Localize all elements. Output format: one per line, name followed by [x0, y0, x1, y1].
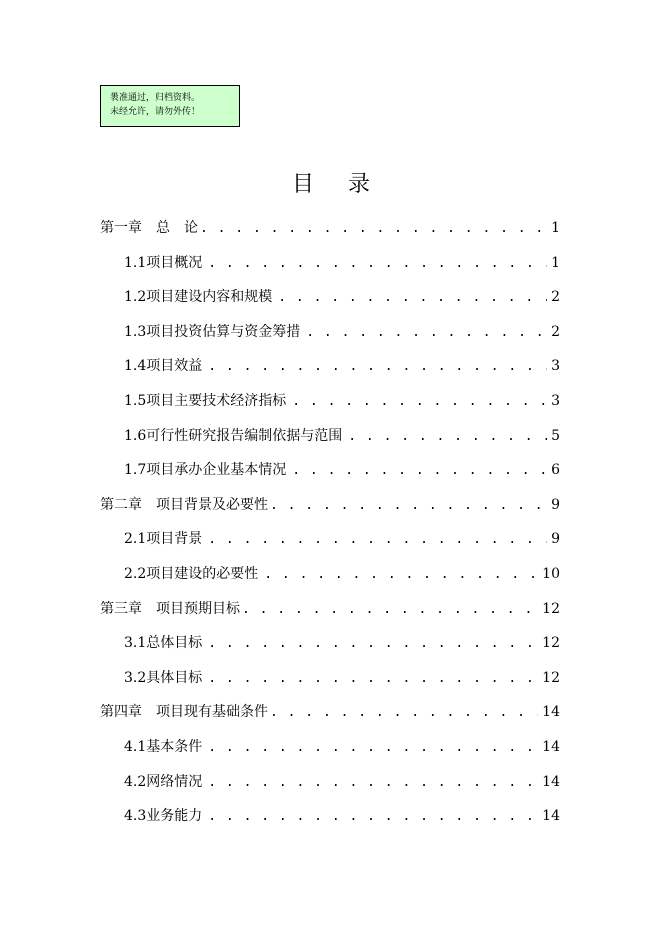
toc-page-number: 12: [542, 669, 560, 686]
toc-section-entry[interactable]: [124, 253, 560, 274]
toc-dot-leader: [208, 357, 547, 377]
toc-page-number: 3: [551, 358, 560, 375]
page-title: 目录: [291, 172, 404, 197]
toc-page-number: 1: [551, 254, 560, 271]
toc-dot-leader: [306, 323, 547, 343]
toc-page-number: 14: [542, 773, 560, 790]
toc-entry-label: 第一章 总 论: [100, 220, 198, 236]
toc-entry-label: 1.6可行性研究报告编制依据与范围: [124, 427, 343, 444]
approval-stamp: [100, 85, 240, 127]
toc-entry-label: 1.4项目效益: [124, 358, 203, 375]
toc-section-entry[interactable]: [124, 529, 560, 550]
toc-dot-leader: [200, 219, 547, 239]
toc-section-entry[interactable]: [124, 322, 560, 343]
toc-entry-label: 2.2项目建设的必要性: [124, 566, 259, 582]
toc-dot-leader: [208, 773, 538, 793]
toc-entry-label: 1.1项目概况: [124, 254, 203, 271]
toc-page-number: 2: [551, 323, 560, 340]
toc-dot-leader: [264, 565, 538, 585]
toc-page-number: 12: [542, 600, 560, 617]
toc-section-entry[interactable]: [124, 287, 560, 308]
toc-page-number: 14: [542, 739, 560, 755]
toc-dot-leader: [208, 530, 547, 550]
toc-chapter-entry[interactable]: [100, 599, 560, 620]
toc-dot-leader: [278, 288, 547, 308]
toc-entry-label: 4.1基本条件: [124, 739, 203, 755]
toc-page-number: 3: [551, 393, 560, 409]
stamp-line-1: 褁准通过，归档资料。: [110, 93, 201, 103]
toc-dot-leader: [292, 392, 547, 412]
toc-page-number: 2: [551, 289, 560, 306]
toc-chapter-entry[interactable]: [100, 702, 560, 723]
toc-section-entry[interactable]: [124, 668, 560, 689]
toc-dot-leader: [208, 669, 538, 689]
toc-chapter-entry[interactable]: [100, 495, 560, 516]
toc-page-number: 1: [551, 220, 560, 236]
toc-entry-label: 第二章 项目背景及必要性: [100, 496, 268, 513]
toc-chapter-entry[interactable]: [100, 218, 560, 239]
toc-dot-leader: [348, 427, 547, 447]
toc-section-entry[interactable]: [124, 460, 560, 481]
toc-entry-label: 2.1项目背景: [124, 531, 203, 548]
toc-section-entry[interactable]: [124, 356, 560, 377]
toc-page-number: 9: [551, 531, 560, 548]
toc-entry-label: 第三章 项目预期目标: [100, 600, 240, 617]
toc-section-entry[interactable]: [124, 737, 560, 758]
toc-section-entry[interactable]: [124, 633, 560, 654]
toc-dot-leader: [270, 496, 547, 516]
toc-dot-leader: [208, 807, 538, 827]
toc-section-entry[interactable]: [124, 772, 560, 793]
toc-section-entry[interactable]: [124, 426, 560, 447]
toc-page-number: 14: [542, 808, 560, 825]
stamp-line-2: 未经允许，请勿外传！: [110, 107, 201, 117]
toc-page-number: 5: [551, 427, 560, 444]
toc-page-number: 6: [551, 462, 560, 479]
toc-entry-label: 1.2项目建设内容和规模: [124, 289, 273, 306]
toc-dot-leader: [208, 254, 547, 274]
toc-dot-leader: [292, 461, 547, 481]
toc-section-entry[interactable]: [124, 564, 560, 585]
toc-entry-label: 1.7项目承办企业基本情况: [124, 462, 287, 479]
toc-dot-leader: [242, 600, 538, 620]
toc-entry-label: 3.2具体目标: [124, 669, 203, 686]
toc-page-number: 14: [542, 704, 560, 721]
toc-section-entry[interactable]: [124, 391, 560, 412]
toc-dot-leader: [270, 703, 538, 723]
toc-page-number: 10: [542, 566, 560, 582]
toc-entry-label: 4.3业务能力: [124, 808, 203, 825]
toc-dot-leader: [208, 634, 538, 654]
toc-page-number: 9: [551, 496, 560, 513]
toc-page-number: 12: [542, 635, 560, 652]
toc-entry-label: 1.3项目投资估算与资金筹措: [124, 323, 301, 340]
toc-entry-label: 4.2网络情况: [124, 773, 203, 790]
toc-entry-label: 3.1总体目标: [124, 635, 203, 652]
toc-dot-leader: [208, 738, 538, 758]
toc-section-entry[interactable]: [124, 806, 560, 827]
toc-entry-label: 1.5项目主要技术经济指标: [124, 393, 287, 409]
toc-entry-label: 第四章 项目现有基础条件: [100, 704, 268, 721]
